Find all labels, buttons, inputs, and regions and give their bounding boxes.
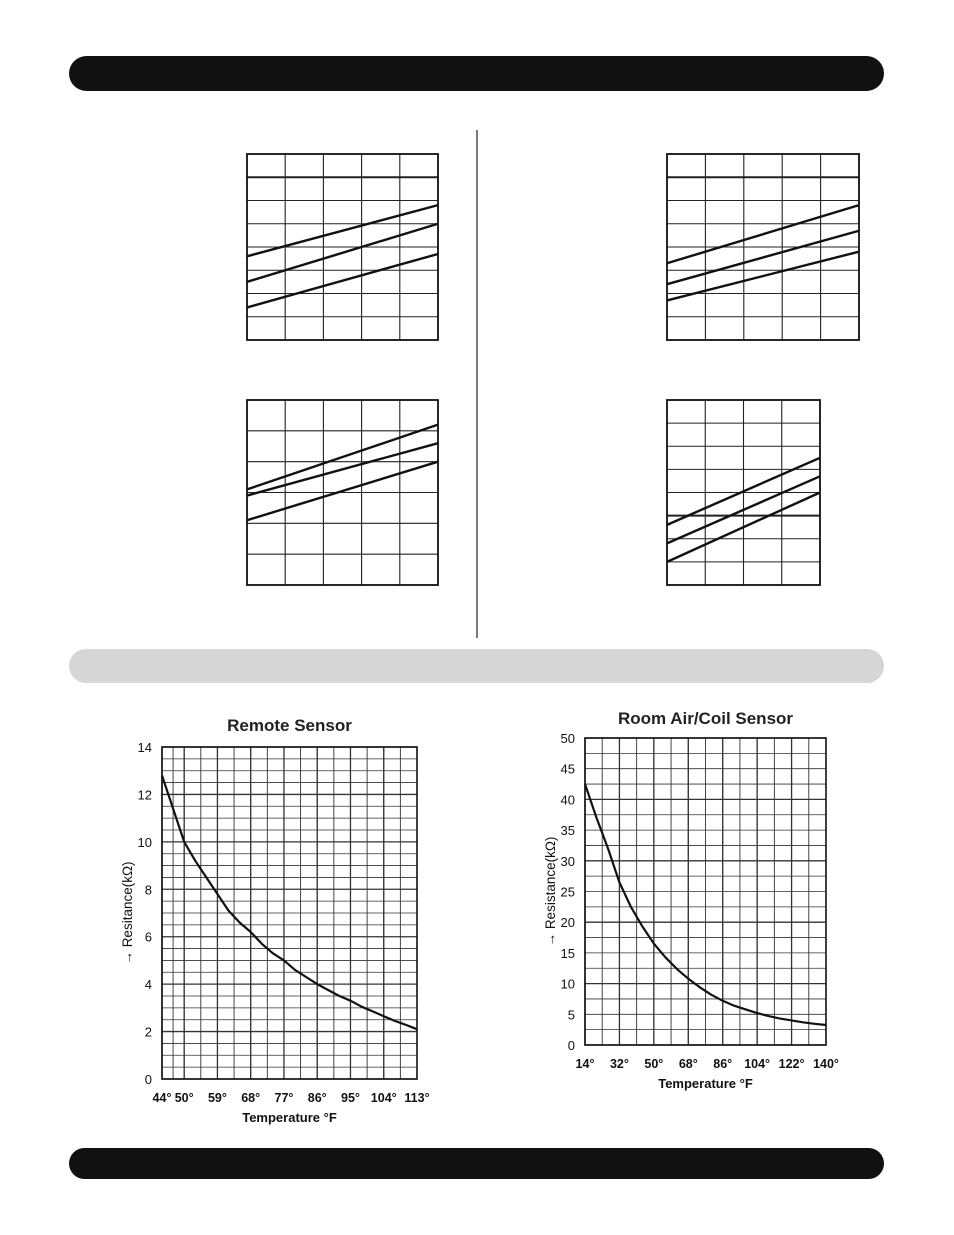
- x-tick-label: 122°: [778, 1057, 805, 1071]
- y-tick-label: 30: [560, 853, 575, 869]
- x-tick-label: 32°: [609, 1057, 629, 1071]
- series-line-line-2: [247, 224, 438, 282]
- y-tick-label: 5: [567, 1007, 575, 1023]
- y-tick-label: 2: [144, 1024, 152, 1040]
- y-axis-label: → Resistance(kΩ): [543, 836, 558, 947]
- y-tick-label: 25: [560, 884, 575, 900]
- x-tick-label: 95°: [341, 1091, 360, 1105]
- x-tick-label: 77°: [274, 1091, 294, 1105]
- y-tick-label: 40: [560, 792, 575, 808]
- y-tick-label: 50: [560, 731, 575, 746]
- x-tick-label: 140°: [813, 1057, 839, 1071]
- y-tick-label: 10: [137, 834, 152, 850]
- x-axis-label: Temperature °F: [658, 1076, 753, 1091]
- y-tick-label: 45: [560, 761, 575, 777]
- y-tick-label: 10: [560, 976, 575, 992]
- x-tick-label: 86°: [307, 1091, 327, 1105]
- x-tick-label: 113°: [404, 1091, 430, 1105]
- chart-title: Remote Sensor: [227, 716, 352, 735]
- x-tick-label: 68°: [678, 1057, 698, 1071]
- y-tick-label: 0: [567, 1038, 575, 1053]
- y-tick-label: 20: [560, 915, 575, 931]
- charts-layer: [120, 154, 859, 1125]
- series-line-line-1: [667, 205, 859, 263]
- x-tick-label: 104°: [744, 1057, 771, 1071]
- chart-perf-bottom-left: [247, 400, 438, 585]
- y-tick-label: 8: [144, 882, 152, 898]
- y-tick-label: 15: [560, 945, 575, 961]
- y-tick-label: 12: [137, 787, 152, 803]
- chart-room-air-coil-sensor: [543, 709, 839, 1091]
- y-tick-label: 0: [144, 1072, 152, 1087]
- chart-perf-bottom-right: [667, 400, 820, 585]
- x-tick-label: 44°: [152, 1091, 172, 1105]
- y-tick-label: 35: [560, 823, 575, 839]
- x-tick-label: 50°: [644, 1057, 664, 1071]
- y-tick-label: 4: [144, 977, 152, 993]
- chart-remote-sensor: [120, 716, 430, 1125]
- chart-title: Room Air/Coil Sensor: [617, 709, 794, 728]
- series-line-line-1: [247, 205, 438, 256]
- series-line-line-1: [247, 425, 438, 490]
- x-tick-label: 14°: [575, 1057, 595, 1071]
- y-tick-label: 14: [137, 740, 152, 755]
- y-axis-label: → Resitance(kΩ): [120, 861, 135, 965]
- series-line-remote-sensor: [162, 776, 417, 1030]
- x-axis-label: Temperature °F: [242, 1110, 337, 1125]
- x-tick-label: 86°: [713, 1057, 733, 1071]
- chart-perf-top-right: [667, 154, 859, 340]
- x-tick-label: 50°: [174, 1091, 194, 1105]
- chart-perf-top-left: [247, 154, 438, 340]
- x-tick-label: 59°: [207, 1091, 227, 1105]
- x-tick-label: 68°: [241, 1091, 261, 1105]
- y-tick-label: 6: [144, 929, 152, 945]
- x-tick-label: 104°: [370, 1091, 397, 1105]
- series-line-line-3: [247, 254, 438, 307]
